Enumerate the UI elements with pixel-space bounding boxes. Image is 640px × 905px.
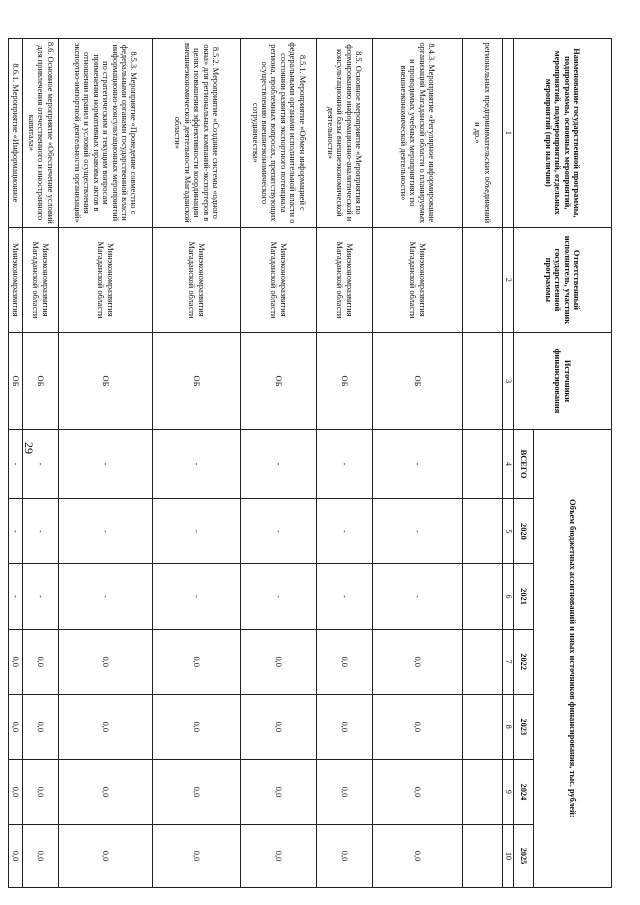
row-value: 0,0 [59,694,153,759]
col-number: 2 [503,227,514,333]
table-row [463,39,503,888]
row-value: 0,0 [153,759,241,824]
header-year: 2022 [514,629,534,694]
table-row [23,39,59,888]
row-value: 0,0 [59,759,153,824]
row-source: ОБ [59,333,153,430]
col-number: 9 [503,759,514,824]
row-value: 0,0 [241,759,317,824]
row-total: - [317,429,373,499]
header-name: Наименование государственной программы, подпрограммы, основных мероприятий, мероприятий, подмероприятий, отдельных мероприятий (при наличии) [514,39,612,228]
header-total: ВСЕГО [514,429,534,499]
row-value: 0,0 [153,824,241,887]
row-source: ОБ [9,333,23,430]
row-total: - [153,429,241,499]
row-name: 8.6.1. Мероприятие «Информационное [9,39,23,228]
row-name: 8.5.1. Мероприятие «Обмен информацией с федеральными органами исполнительной власти о состоянии развития экспортного потенциала региона, проблемных вопросах, препятствующих осуществлению внешнеэкономического сотрудничества» [241,39,317,228]
row-value: - [59,499,153,564]
row-value: 0,0 [9,629,23,694]
row-value: 0,0 [9,759,23,824]
budget-table [8,38,612,888]
header-sources: Источники финансирования [514,333,612,430]
header-volume: Объем бюджетных ассигнований и иных источников финансирования, тыс. рублей: [534,429,612,887]
row-value: - [317,564,373,629]
table-row [241,39,317,888]
col-number: 4 [503,429,514,499]
row-value: - [9,564,23,629]
row-value [463,629,503,694]
header-year: 2025 [514,824,534,887]
row-value: 0,0 [59,629,153,694]
row-name: 8.5. Основное мероприятие «Мероприятия по формированию информационно-аналитической и консультационной базы внешнеэкономической деятельности» [317,39,373,228]
row-responsible: Минэкономразвития Магаданской области [373,227,463,333]
header-year: 2020 [514,499,534,564]
row-value: - [153,499,241,564]
row-responsible: Минэкономразвития [9,227,23,333]
column-number-row [503,39,514,888]
row-value: 0,0 [373,629,463,694]
row-value: 0,0 [153,629,241,694]
row-name: 8.5.3. Мероприятие «Проведение совместно с федеральными органами государственной власти информационно-консультационных мероприятий по стратегическим и текущим вопросам применения нормативных правовых актов в отношении правил и условий осуществления экспортно-импортной деятельности организаций» [59,39,153,228]
row-responsible: Минэкономразвития Магаданской области [59,227,153,333]
row-source: ОБ [241,333,317,430]
table-row [9,39,23,888]
table-row [59,39,153,888]
row-total: - [373,429,463,499]
row-name: региональных предпринимательских объединений и др.» [463,39,503,228]
row-value: 0,0 [23,694,59,759]
table-row [373,39,463,888]
row-value: - [9,499,23,564]
row-value: 0,0 [23,759,59,824]
row-value: - [373,564,463,629]
row-value: 0,0 [9,824,23,887]
row-value: 0,0 [241,629,317,694]
row-value: 0,0 [317,629,373,694]
row-value: - [153,564,241,629]
col-number: 6 [503,564,514,629]
row-value [463,499,503,564]
table-row [317,39,373,888]
row-value: 0,0 [317,759,373,824]
header-responsible: Ответственный исполнитель, участник государственной программы [514,227,612,333]
row-total [463,429,503,499]
row-value: - [373,499,463,564]
row-value: 0,0 [59,824,153,887]
row-value: 0,0 [9,694,23,759]
row-value: - [241,564,317,629]
col-number: 3 [503,333,514,430]
row-total: - [241,429,317,499]
row-source: ОБ [23,333,59,430]
row-value: 0,0 [23,824,59,887]
col-number: 1 [503,39,514,228]
row-value: - [241,499,317,564]
row-source [463,333,503,430]
page-number: 29 [22,442,36,454]
row-value: 0,0 [373,759,463,824]
row-value: 0,0 [241,824,317,887]
row-responsible: Минэкономразвития Магаданской области [23,227,59,333]
row-total: - [59,429,153,499]
row-responsible: Минэкономразвития Магаданской области [241,227,317,333]
row-source: ОБ [317,333,373,430]
row-value [463,759,503,824]
row-value: 0,0 [373,824,463,887]
row-responsible: Минэкономразвития Магаданской области [317,227,373,333]
row-value: 0,0 [153,694,241,759]
row-value: 0,0 [23,629,59,694]
col-number: 8 [503,694,514,759]
row-value [463,564,503,629]
row-value [463,824,503,887]
row-value: 0,0 [373,694,463,759]
table-row [153,39,241,888]
col-number: 7 [503,629,514,694]
row-responsible [463,227,503,333]
row-value: 0,0 [317,694,373,759]
row-value: - [59,564,153,629]
row-source: ОБ [373,333,463,430]
row-value: - [23,499,59,564]
row-total: - [23,429,59,499]
row-value: 0,0 [241,694,317,759]
row-name: 8.6. Основное мероприятие «Обеспечение условий для привлечения отечественного и иностранного капитала» [23,39,59,228]
row-name: 8.5.2. Мероприятие «Создание системы «одного окна» для региональных компаний-экспортеров в целях повышения эффективности координации внешнеэкономической деятельности Магаданской области» [153,39,241,228]
col-number: 5 [503,499,514,564]
row-value [463,694,503,759]
row-value: 0,0 [317,824,373,887]
col-number: 10 [503,824,514,887]
header-year: 2023 [514,694,534,759]
row-value: - [317,499,373,564]
row-source: ОБ [153,333,241,430]
row-responsible: Минэкономразвития Магаданской области [153,227,241,333]
row-name: 8.4.3. Мероприятие «Регулярное информирование организаций Магаданской области о планируемых и проводимых учебных мероприятиях по внешнеэкономической деятельности» [373,39,463,228]
header-year: 2024 [514,759,534,824]
row-value: - [23,564,59,629]
header-year: 2021 [514,564,534,629]
row-total: - [9,429,23,499]
